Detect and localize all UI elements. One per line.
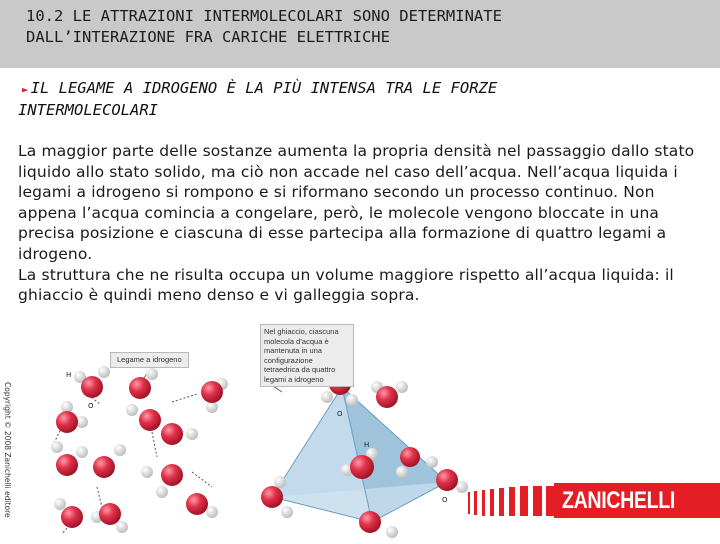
water-molecule	[161, 423, 198, 445]
body-paragraph-1: La maggior parte delle sostanze aumenta la propria densità nel passaggio dallo stato liquido allo stato solido, ma ciò non accade nel caso dell’acqua. Nell’acqua liquida i legami a idrogeno si rompono e si riformano secondo un processo continuo. Non appena l’acqua comincia a congelare, però, le molecole vengono bloccate in una precisa posizione e ciascuna di esse partecipa alla formazione di quattro legami a idrogeno.	[18, 142, 695, 263]
water-molecule	[93, 444, 126, 478]
water-molecule	[371, 381, 408, 408]
caption-line: configurazione	[264, 355, 313, 365]
copyright-notice	[0, 382, 16, 532]
water-molecule	[141, 464, 183, 498]
bullet-arrow-icon: ►	[22, 83, 29, 96]
hbond-label: Legame a idrogeno	[110, 352, 189, 368]
water-molecule	[126, 404, 161, 431]
tetrahedral-caption	[260, 324, 354, 387]
caption-line: molecola d’acqua è	[264, 336, 329, 346]
zanichelli-logo	[554, 483, 720, 518]
slide-title-line-1: 10.2 LE ATTRAZIONI INTERMOLECOLARI SONO DETERMINATE	[26, 7, 502, 25]
water-molecule	[74, 366, 110, 398]
brand-stripe	[460, 486, 554, 516]
water-molecule	[201, 378, 228, 413]
water-molecule	[51, 441, 88, 476]
atom-label-o: O	[88, 402, 94, 410]
body-text	[18, 141, 708, 306]
water-molecule	[186, 493, 218, 518]
water-molecule	[129, 368, 158, 399]
body-paragraph-2: La struttura che ne risulta occupa un volume maggiore rispetto all’acqua liquida: il ghiaccio è quindi meno denso e vi galleggia sopra.	[18, 265, 674, 305]
atom-label-h: H	[66, 371, 72, 379]
subtitle-line-1: IL LEGAME A IDROGENO È LA PIÙ INTENSA TRA LE FORZE	[30, 79, 498, 97]
slide-title-line-2: DALL’INTERAZIONE FRA CARICHE ELETTRICHE	[26, 28, 390, 46]
caption-line: mantenuta in una	[264, 346, 322, 355]
atom-label-o: O	[337, 410, 343, 418]
slide-title	[26, 6, 706, 48]
ice-structure-figure	[22, 322, 502, 540]
subtitle-line-2: INTERMOLECOLARI	[18, 101, 158, 119]
tetrahedron	[272, 387, 447, 522]
atom-label-o: O	[442, 496, 448, 504]
water-molecule	[359, 511, 398, 538]
brand-name: ZANICHELLI	[562, 487, 675, 514]
copyright-text: Copyright © 2008 Zanichelli editore	[3, 382, 12, 518]
atom-label-h: H	[364, 441, 370, 449]
water-molecule	[56, 401, 88, 433]
caption-line: tetraedrica da quattro	[264, 365, 336, 374]
caption-line: legami a idrogeno	[264, 374, 324, 384]
water-molecule	[91, 503, 128, 533]
section-subtitle	[18, 78, 708, 121]
water-molecule	[54, 498, 83, 528]
caption-line: Nel ghiaccio, ciascuna	[264, 327, 339, 336]
slide-header	[0, 0, 720, 68]
